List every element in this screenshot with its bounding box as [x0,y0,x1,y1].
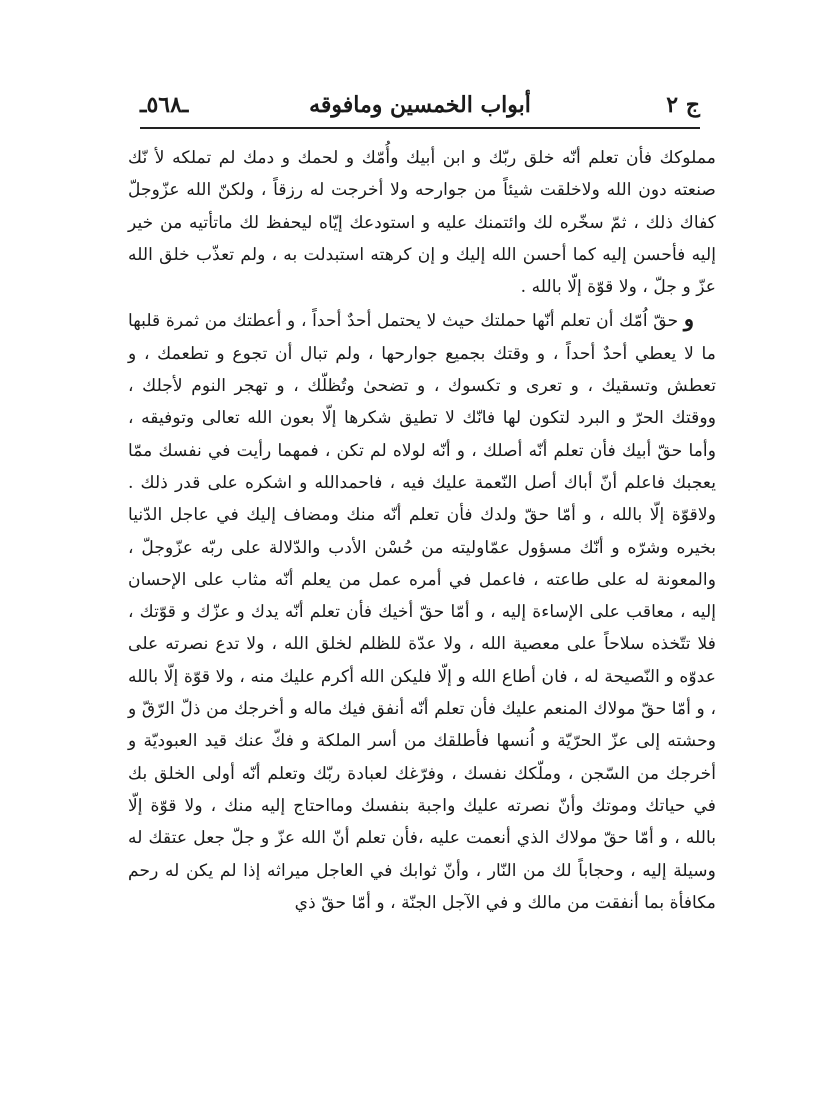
header-rule [140,127,700,129]
paragraph-2 [128,303,716,919]
page-header [140,88,700,128]
running-title: أبواب الخمسين ومافوقه [309,92,531,118]
paragraph-1: مملوكك فأن تعلم أنّه خلق ربّك و ابن أبيك وأُمّك و لحمك و دمك لم تملكه لأ نّك صنعته دون الله ولاخلقت شيئاً من جوارحه ولا أخرجت له رزقاً ، ولكنّ الله عزّوجلّ كفاك ذلك ، ثمّ سخّره لك وائتمنك عليه و استودعك إيّاه ليحفظ لك ماتأتيه من خير إليه فأحسن إليه كما أحسن الله إليك و إن كرهته استبدلت به ، ولم تعذّب خلق الله عزّ و جلّ ، ولا قوّة إلّا بالله . [128,148,716,298]
page-number: ـ٥٦٨ـ [140,92,189,118]
main-text [128,142,716,919]
paragraph-2-text: حقّ اُمّك أن تعلم أنّها حملتك حيث لا يحتمل أحدٌ أحداً ، و أعطتك من ثمرة قلبها ما لا يعطي أحدٌ أحداً ، و وقتك بجميع جوارحها ، ولم تبال أن تجوع و تطعمك ، و تعطش وتسقيك ، و تعرى و تكسوك ، و تضحىٰ وتُظلّك ، و تهجر النوم لأجلك ، ووقتك الحرّ و البرد لتكون لها فانّك لا تطيق شكرها إلّا بعون الله تعالى وتوفيقه ، وأما حقّ أبيك فأن تعلم أنّه أصلك ، و أنّه لولاه لم تكن ، فمهما رأيت في نفسك ممّا يعجبك فاعلم أنّ أباك أصل النّعمة عليك فيه ، فاحمدالله و اشكره على قدر ذلك . ولاقوّة إلّا بالله ، و أمّا حقّ ولدك فأن تعلم أنّه منك ومضاف إليك في عاجل الدّنيا بخيره وشرّه و أنّك مسؤول عمّاوليته من حُسْن الأدب والدّلالة على ربّه عزّوجلّ ، والمعونة له على طاعته ، فاعمل في أمره عمل من يعلم أنّه مثاب على الإحسان إليه ، معاقب على الإساءة إليه ، و أمّا حقّ أخيك فأن تعلم أنّه يدك و عزّك و قوّتك ، فلا تتّخذه سلاحاً على معصية الله ، ولا عدّة للظلم لخلق الله ، ولا تدع نصرته على عدوّه و النّصيحة له ، فان أطاع الله و إلّا فليكن الله أكرم عليك منه ، ولا قوّة إلّا بالله ، و أمّا حقّ مولاك المنعم عليك فأن تعلم أنّه أنفق فيك ماله و أخرجك من ذلّ الرّقّ و وحشته إلى عزّ الحرّيّة و اُنسها فأطلقك من أسر الملكة و فكّ عنك قيد العبوديّة و أخرجك من السّجن ، وملّكك نفسك ، وفرّغك لعبادة ربّك وتعلم أنّه أولى الخلق بك في حياتك وموتك وأنّ نصرته عليك واجبة بنفسك ومااحتاج إليه منك ، ولا قوّة إلّا بالله ، و أمّا حقّ مولاك الذي أنعمت عليه ،فأن تعلم أنّ الله عزّ و جلّ جعل عتقك له وسيلة إليه ، وحجاباً لك من النّار ، وأنّ ثوابك في العاجل ميراثه إذا لم يكن له رحم مكافأة بما أنفقت من مالك و في الآجل الجنّة ، و أمّا حقّ ذي [128,311,716,913]
section-marker: و [683,306,695,332]
volume-label: ج ٢ [666,92,700,118]
